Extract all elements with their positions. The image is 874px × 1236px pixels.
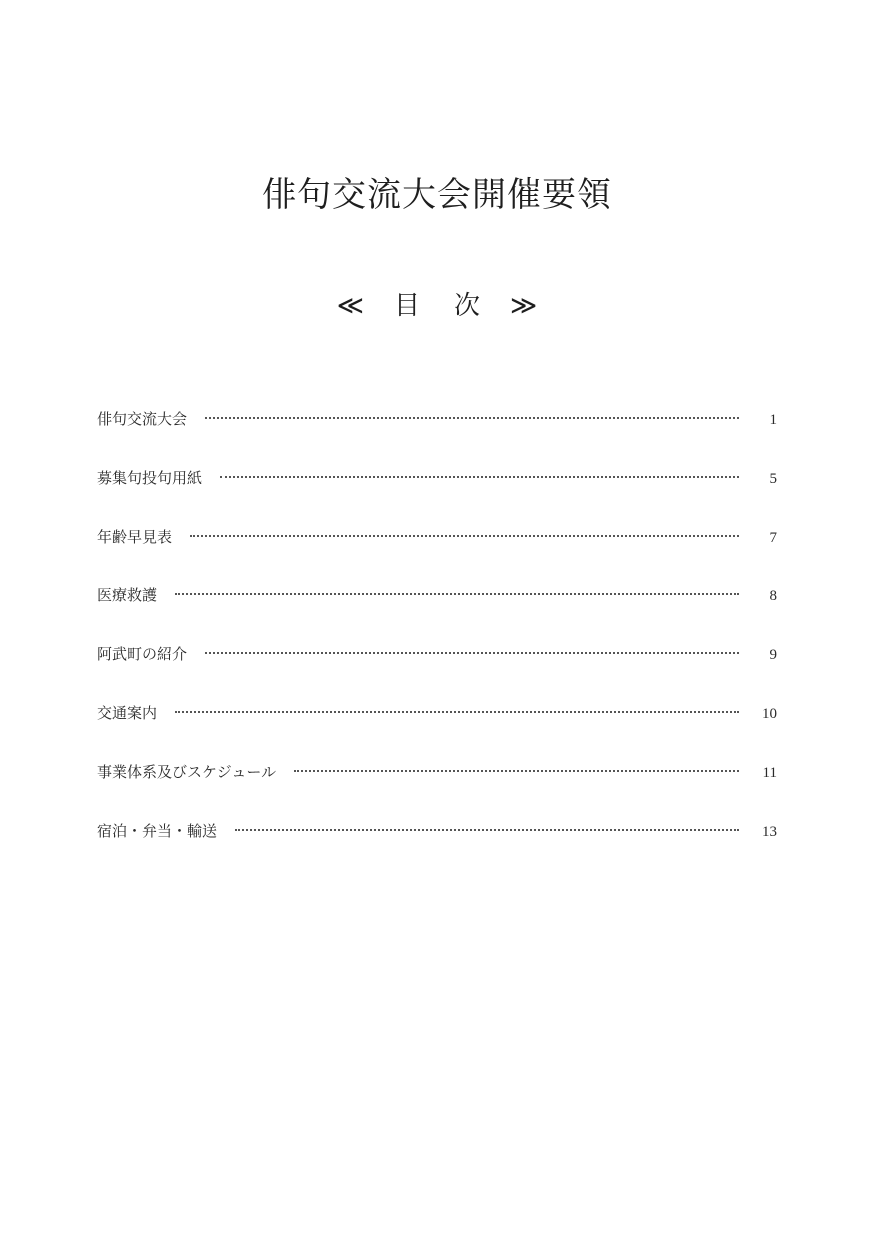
toc-page-number: 5 xyxy=(769,470,777,487)
toc-label: 阿武町の紹介 xyxy=(97,645,188,664)
toc-page-number: 11 xyxy=(762,764,777,781)
toc-page-number: 7 xyxy=(769,529,777,546)
toc-heading xyxy=(0,286,874,326)
page-title: 俳句交流大会開催要領 xyxy=(262,175,612,215)
toc-row xyxy=(97,816,777,875)
toc-row xyxy=(97,463,777,522)
toc-leader xyxy=(205,417,739,419)
toc-heading-word-1: 目 xyxy=(393,291,420,321)
toc-leader xyxy=(205,652,739,654)
toc-heading-word-2: 次 xyxy=(454,291,481,321)
toc-label: 宿泊・弁当・輸送 xyxy=(97,821,218,840)
toc-row xyxy=(97,698,777,757)
toc-page-number: 10 xyxy=(762,705,777,722)
toc-label: 年齢早見表 xyxy=(97,527,173,546)
toc-page-number: 13 xyxy=(762,823,777,840)
toc-leader xyxy=(235,829,739,831)
toc-page-number: 8 xyxy=(769,588,777,605)
toc-leader xyxy=(190,535,739,537)
toc-row xyxy=(97,639,777,698)
toc-heading-open-bracket: ≪ xyxy=(336,291,364,321)
toc-leader xyxy=(175,711,739,713)
toc-row xyxy=(97,757,777,816)
toc-row xyxy=(97,404,777,463)
toc-label: 募集句投句用紙 xyxy=(97,468,203,487)
toc-label: 医療救護 xyxy=(97,586,158,605)
toc-label: 交通案内 xyxy=(97,703,158,722)
toc-page-number: 9 xyxy=(769,647,777,664)
toc-row xyxy=(97,522,777,581)
toc-heading-close-bracket: ≫ xyxy=(510,291,538,321)
toc-label: 事業体系及びスケジュール xyxy=(97,762,277,781)
toc-leader xyxy=(220,476,739,478)
toc-leader xyxy=(175,593,739,595)
toc-row xyxy=(97,580,777,639)
toc-leader xyxy=(294,770,739,772)
toc-list xyxy=(97,404,777,874)
toc-label: 俳句交流大会 xyxy=(97,410,188,428)
toc-page-number: 1 xyxy=(769,412,777,428)
